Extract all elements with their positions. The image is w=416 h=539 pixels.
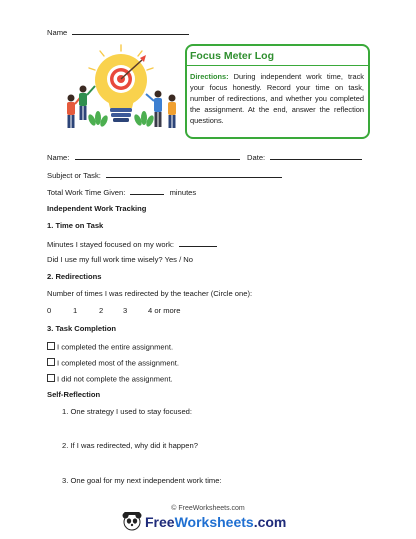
subject-label: Subject or Task: <box>47 171 101 180</box>
total-time-field <box>47 187 196 197</box>
wisely-question: Did I use my full work time wisely? Yes / No <box>47 255 194 264</box>
self-reflection-heading: Self-Reflection <box>47 390 101 399</box>
redirection-option[interactable]: 2 <box>99 306 104 315</box>
minutes-field <box>47 239 217 249</box>
top-name-field <box>47 27 189 37</box>
brand-com: .com <box>253 514 287 530</box>
lightbulb-illustration <box>60 42 182 134</box>
completion-label: I completed most of the assignment. <box>57 358 179 368</box>
subject-line[interactable] <box>106 170 282 178</box>
reflection-question: 3. One goal for my next independent work time: <box>62 476 222 485</box>
person-left-2 <box>79 86 95 121</box>
date-line[interactable] <box>270 152 362 160</box>
date-label: Date: <box>247 153 266 162</box>
total-time-unit: minutes <box>169 188 197 197</box>
bulb-base-ring <box>111 113 131 117</box>
bulb-base-ring <box>110 108 132 112</box>
top-name-line[interactable] <box>72 27 189 35</box>
completion-label: I completed the entire assignment. <box>57 342 174 352</box>
bulb-base-ring <box>113 118 129 122</box>
total-time-label: Total Work Time Given: <box>47 188 126 197</box>
task-completion-heading: 3. Task Completion <box>47 324 117 333</box>
redirections-question: Number of times I was redirected by the teacher (Circle one): <box>47 289 253 298</box>
bulb-neck <box>107 96 135 108</box>
minutes-label: Minutes I stayed focused on my work: <box>47 240 175 249</box>
redirection-option[interactable]: 4 or more <box>148 306 181 315</box>
brand-worksheets: Worksheets <box>174 514 254 530</box>
completion-option <box>47 374 173 383</box>
tracking-heading: Independent Work Tracking <box>47 204 147 213</box>
checkbox[interactable] <box>47 374 55 382</box>
completion-option <box>47 342 173 351</box>
total-time-line[interactable] <box>130 187 164 195</box>
redirections-heading: 2. Redirections <box>47 272 102 281</box>
checkbox[interactable] <box>47 342 55 350</box>
date-field <box>247 152 362 162</box>
plant-left <box>87 111 110 128</box>
redirection-option[interactable]: 0 <box>47 306 52 315</box>
card-divider <box>185 65 370 66</box>
brand-free: Free <box>145 514 175 530</box>
top-name-label: Name <box>47 28 68 37</box>
footer-copyright: © FreeWorksheets.com <box>171 505 245 512</box>
directions-label: Directions: <box>190 72 229 81</box>
name-field <box>47 152 240 162</box>
checkbox[interactable] <box>47 358 55 366</box>
worksheet-title: Focus Meter Log <box>190 50 275 62</box>
time-on-task-heading: 1. Time on Task <box>47 221 104 230</box>
directions-body: During independent work time, track your focus honestly. Record your time on task, number of redirections, and whether you completed the assignment. At the end, answer the reflection questions. <box>190 72 364 125</box>
directions-text <box>190 71 364 126</box>
redirection-option[interactable]: 1 <box>73 306 78 315</box>
reflection-question: 1. One strategy I used to stay focused: <box>62 407 193 416</box>
brand-logo <box>145 514 286 530</box>
reflection-question: 2. If I was redirected, why did it happen? <box>62 441 198 450</box>
plant-right <box>133 111 156 128</box>
panda-logo-icon <box>121 511 143 531</box>
redirection-option[interactable]: 3 <box>123 306 128 315</box>
completion-label: I did not complete the assignment. <box>57 374 173 384</box>
minutes-line[interactable] <box>179 239 217 247</box>
subject-field <box>47 170 282 180</box>
name-line[interactable] <box>75 152 240 160</box>
completion-option <box>47 358 179 367</box>
person-right-2 <box>168 95 176 129</box>
name-label: Name: <box>47 153 70 162</box>
